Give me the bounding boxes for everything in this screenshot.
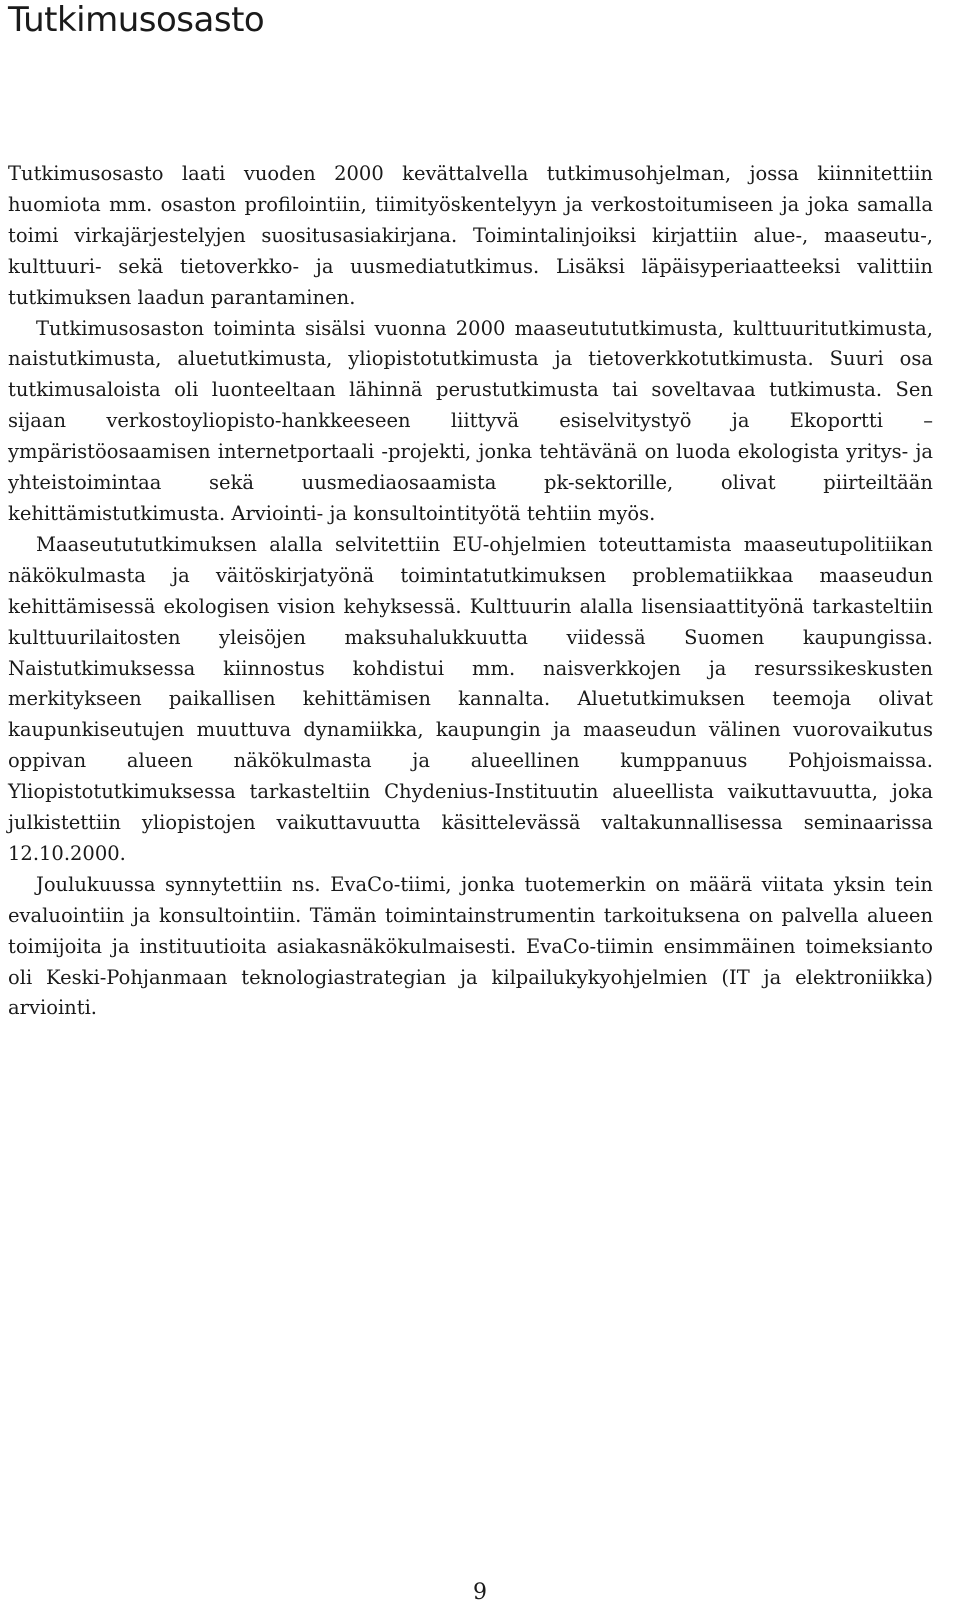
- paragraph-3: Maaseutututkimuksen alalla selvitettiin EU-ohjelmien toteuttamista maaseutupolitiikan näkökulmasta ja väitöskirjatyönä toimintatutkimuksen problematiikkaa maaseudun kehittämisessä ekologisen vision kehyksessä. Kulttuurin alalla lisensiaattityönä tarkasteltiin kulttuurilaitosten yleisöjen maksuhalukkuutta viidessä Suomen kaupungissa. Naistutkimuksessa kiinnostus kohdistui mm. naisverkkojen ja resurssikeskusten merkitykseen paikallisen kehittämisen kannalta. Aluetutkimuksen teemoja olivat kaupunkiseutujen muuttuva dynamiikka, kaupungin ja maaseudun välinen vuorovaikutus oppivan alueen näkökulmasta ja alueellinen kumppanuus Pohjoismaissa. Yliopistotutkimuksessa tarkasteltiin Chydenius-Instituutin alueellista vaikuttavuutta, joka julkistettiin yliopistojen vaikuttavuutta käsittelevässä valtakunnallisessa seminaarissa 12.10.2000.: [8, 532, 933, 865]
- page-number: 9: [473, 1580, 487, 1605]
- paragraph-1: Tutkimusosasto laati vuoden 2000 kevättalvella tutkimusohjelman, jossa kiinnitettiin huomiota mm. osaston profilointiin, tiimityöskentelyyn ja verkostoitumiseen ja joka samalla toimi virkajärjestelyjen suositusasiakirjana. Toimintalinjoiksi kirjattiin alue-, maaseutu-, kulttuuri- sekä tietoverkko- ja uusmediatutkimus. Lisäksi läpäisyperiaatteeksi valittiin tutkimuksen laadun parantaminen.: [8, 162, 933, 309]
- paragraph-2: Tutkimusosaston toiminta sisälsi vuonna 2000 maaseutututkimusta, kulttuuritutkimusta, naistutkimusta, aluetutkimusta, yliopistotutkimusta ja tietoverkkotutkimusta. Suuri osa tutkimusaloista oli luonteeltaan lähinnä perustutkimusta tai soveltavaa tutkimusta. Sen sijaan verkostoyliopisto-hankkeeseen liittyvä esiselvitystyö ja Ekoportti – ympäristöosaamisen internetportaali -projekti, jonka tehtävänä on luoda ekologista yritys- ja yhteistoimintaa sekä uusmediaosaamista pk-sektorille, olivat piirteiltään kehittämistutkimusta. Arviointi- ja konsultointityötä tehtiin myös.: [8, 316, 933, 525]
- paragraph-4: Joulukuussa synnytettiin ns. EvaCo-tiimi, jonka tuotemerkin on määrä viitata yksin tein evaluointiin ja konsultointiin. Tämän toimintainstrumentin tarkoituksena on palvella alueen toimijoita ja instituutioita asiakasnäkökulmaisesti. EvaCo-tiimin ensimmäinen toimeksianto oli Keski-Pohjanmaan teknologiastrategian ja kilpailukykyohjelmien (IT ja elektroniikka) arviointi.: [8, 872, 933, 1020]
- page-title: Tutkimusosasto: [8, 0, 265, 40]
- body-text: [8, 159, 933, 1024]
